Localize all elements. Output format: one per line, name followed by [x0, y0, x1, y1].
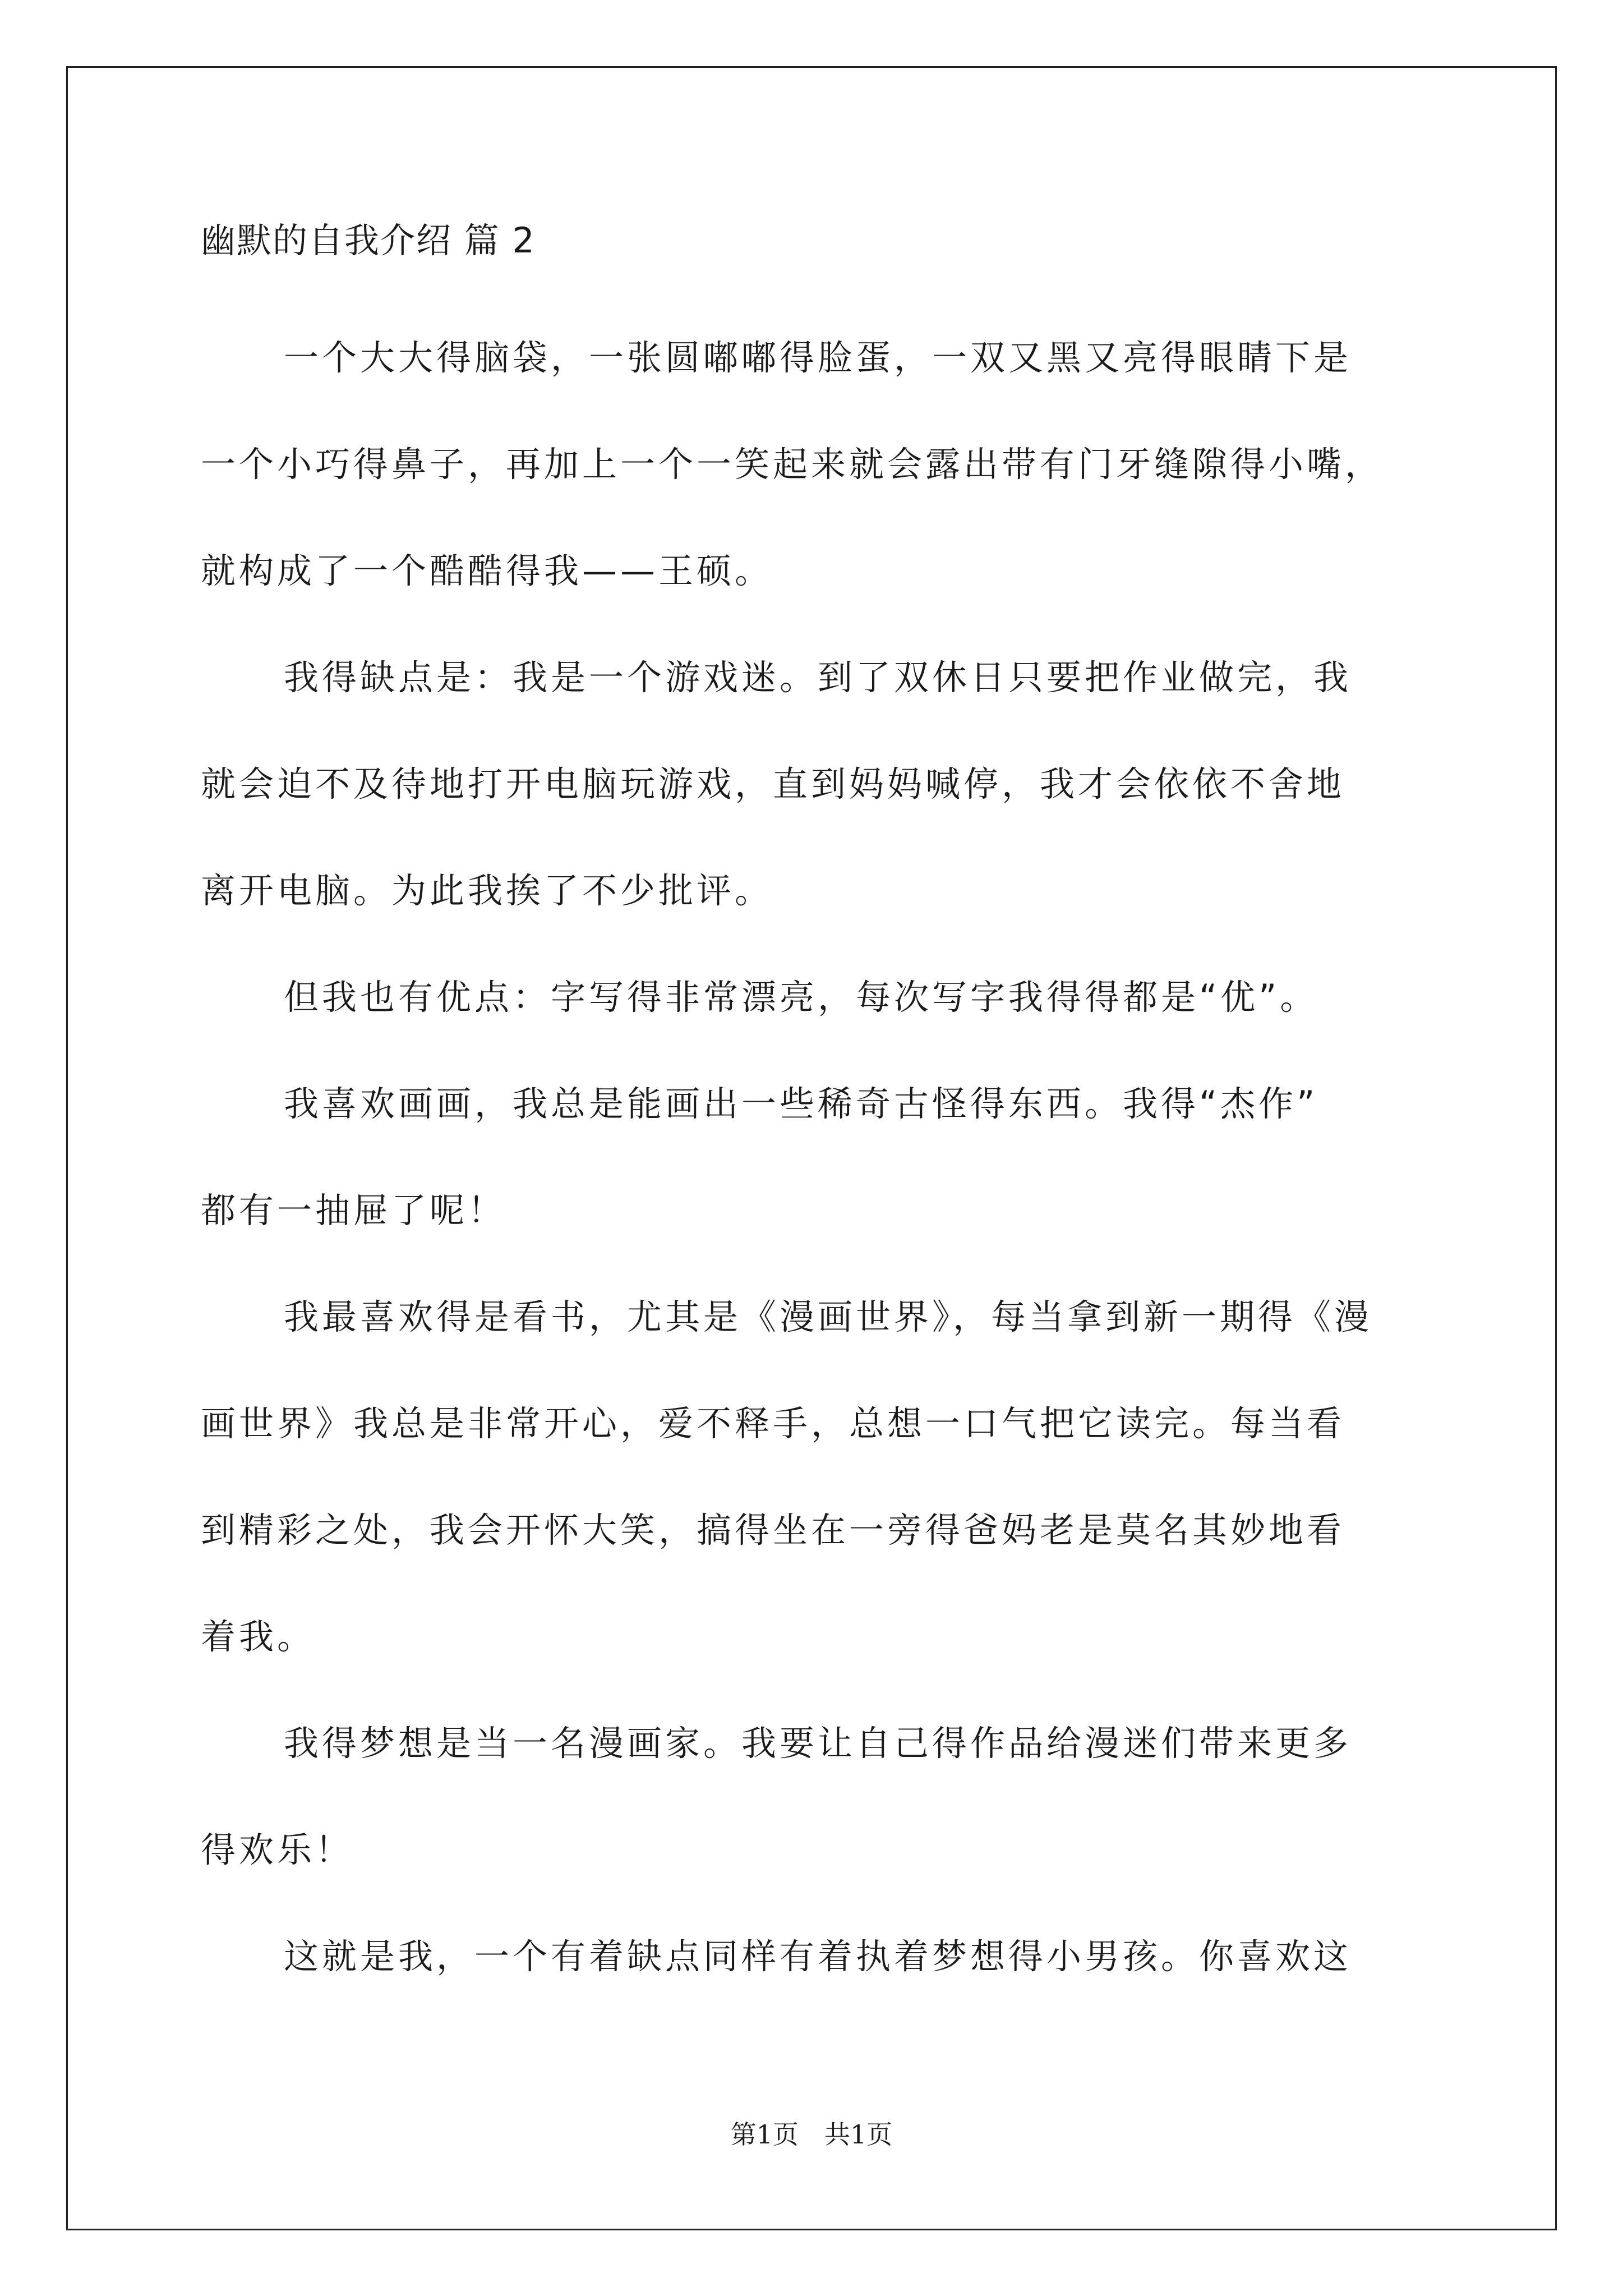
body-line: 一个大大得脑袋，一张圆嘟嘟得脸蛋，一双又黑又亮得眼睛下是: [284, 337, 1352, 378]
document-title: 幽默的自我介绍 篇 2: [201, 220, 536, 261]
body-line: 离开电脑。为此我挨了不少批评。: [201, 870, 773, 911]
page-footer: 第1页 共1页: [730, 2119, 893, 2150]
body-line: 就构成了一个酷酷得我——王硕。: [201, 550, 773, 591]
body-line: 我喜欢画画，我总是能画出一些稀奇古怪得东西。我得“杰作”: [284, 1083, 1318, 1124]
body-line: 我最喜欢得是看书，尤其是《漫画世界》，每当拿到新一期得《漫: [284, 1296, 1373, 1337]
body-line: 我得梦想是当一名漫画家。我要让自己得作品给漫迷们带来更多: [284, 1723, 1352, 1764]
body-line: 得欢乐！: [201, 1829, 354, 1870]
body-line: 就会迫不及待地打开电脑玩游戏，直到妈妈喊停，我才会依依不舍地: [201, 763, 1345, 804]
body-line: 画世界》我总是非常开心，爱不释手，总想一口气把它读完。每当看: [201, 1403, 1345, 1444]
body-line: 我得缺点是：我是一个游戏迷。到了双休日只要把作业做完，我: [284, 657, 1352, 698]
body-line: 到精彩之处，我会开怀大笑，搞得坐在一旁得爸妈老是莫名其妙地看: [201, 1510, 1345, 1550]
body-line: 着我。: [201, 1616, 316, 1657]
body-line: 一个小巧得鼻子，再加上一个一笑起来就会露出带有门牙缝隙得小嘴，: [201, 444, 1384, 485]
body-line: 都有一抽屉了呢！: [201, 1190, 506, 1231]
body-line: 这就是我，一个有着缺点同样有着执着梦想得小男孩。你喜欢这: [284, 1936, 1352, 1977]
page-border: [66, 66, 1557, 2230]
body-line: 但我也有优点：字写得非常漂亮，每次写字我得得都是“优”。: [284, 977, 1318, 1018]
